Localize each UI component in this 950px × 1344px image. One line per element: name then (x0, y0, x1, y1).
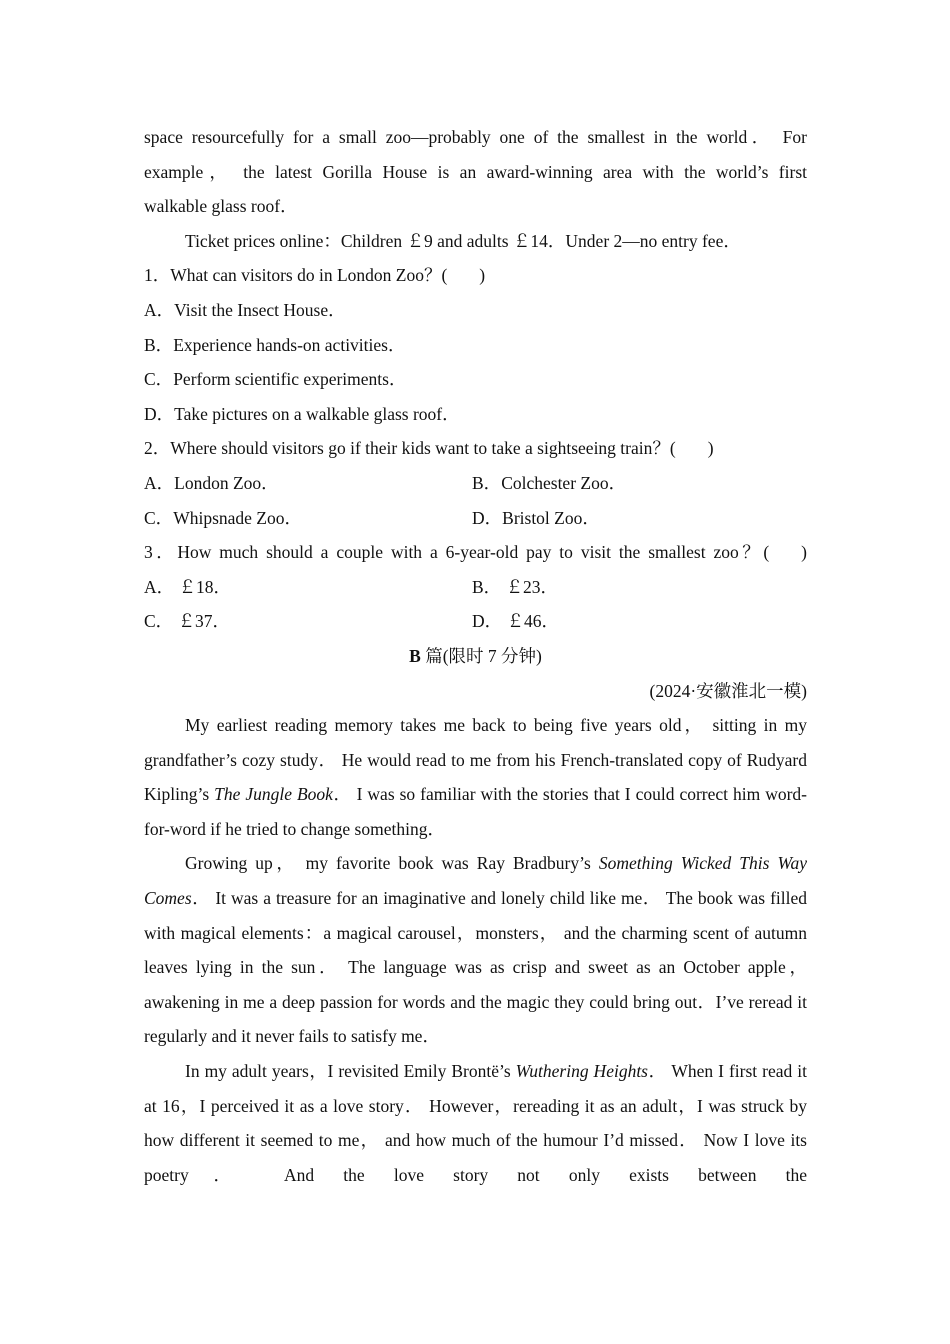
book-title: Wuthering Heights (515, 1061, 648, 1082)
option-b[interactable]: B．Colchester Zoo． (472, 472, 627, 493)
option-a[interactable]: A．Visit the Insect House． (144, 299, 346, 320)
options-row (144, 466, 807, 501)
passage-a-line: space resourcefully for a small zoo—probably one of the smallest in the world． For (144, 127, 807, 147)
option-a[interactable]: A． ￡18． (144, 576, 232, 597)
passage-a-line: walkable glass roof． (144, 196, 298, 217)
option-d[interactable]: D．Take pictures on a walkable glass roof． (144, 403, 460, 424)
option-c[interactable]: C．Perform scientific experiments． (144, 369, 407, 390)
option-c[interactable]: C．Whipsnade Zoo． (144, 507, 302, 528)
page-content (144, 120, 807, 1192)
section-b-source: (2024·安徽淮北一模) (649, 680, 807, 701)
ticket-prices: Ticket prices online：Children ￡9 and adults ￡14．Under 2—no entry fee． (185, 230, 741, 251)
book-title: Something Wicked This Way Comes (144, 853, 807, 909)
section-b-title: B 篇(限时 7 分钟) (409, 645, 542, 666)
question-3: 3．How much should a couple with a 6-year-old pay to visit the smallest zoo？( ) (144, 542, 807, 563)
options-row (144, 501, 807, 536)
option-b[interactable]: B． ￡23． (472, 576, 559, 597)
options-row (144, 604, 807, 639)
question-2: 2．Where should visitors go if their kids want to take a sightseeing train？( ) (144, 438, 714, 459)
passage-b-paragraph-2: Growing up， my favorite book was Ray Bradbury’s Something Wicked This Way Comes． It was a treasure for an imaginative and lonely child like me． The book was filled with magical elements：a magical carousel，monsters， and the charming scent of autumn leaves lying in the sun． The language was as crisp and sweet as an October apple， awakening in me a deep passion for words and the magic they could bring out．I’ve reread it regularly and it never fails to satisfy me． (144, 853, 807, 1047)
option-d[interactable]: D．Bristol Zoo． (472, 507, 600, 528)
passage-a-line: example， the latest Gorilla House is an award-winning area with the world’s first (144, 161, 807, 182)
option-d[interactable]: D． ￡46． (472, 611, 560, 632)
book-title: The Jungle Book (214, 784, 333, 805)
option-b[interactable]: B．Experience hands-on activities． (144, 334, 406, 355)
question-1: 1．What can visitors do in London Zoo？( ) (144, 265, 486, 286)
option-a[interactable]: A．London Zoo． (144, 472, 279, 493)
passage-b-paragraph-3: In my adult years，I revisited Emily Brontë’s Wuthering Heights． When I first read it at 16，I perceived it as a love story． However，rereading it as an adult，I was struck by how different it seemed to me， and how much of the humour I’d missed． Now I love its poetry． And the love story not only exists between the (144, 1061, 807, 1185)
passage-b-paragraph-1: My earliest reading memory takes me back to being five years old， sitting in my grandfather’s cozy study． He would read to me from his French-translated copy of Rudyard Kipling’s The Jungle Book． I was so familiar with the stories that I could correct him word-for-word if he tried to change something． (144, 715, 807, 839)
options-row (144, 570, 807, 605)
option-c[interactable]: C． ￡37． (144, 611, 231, 632)
